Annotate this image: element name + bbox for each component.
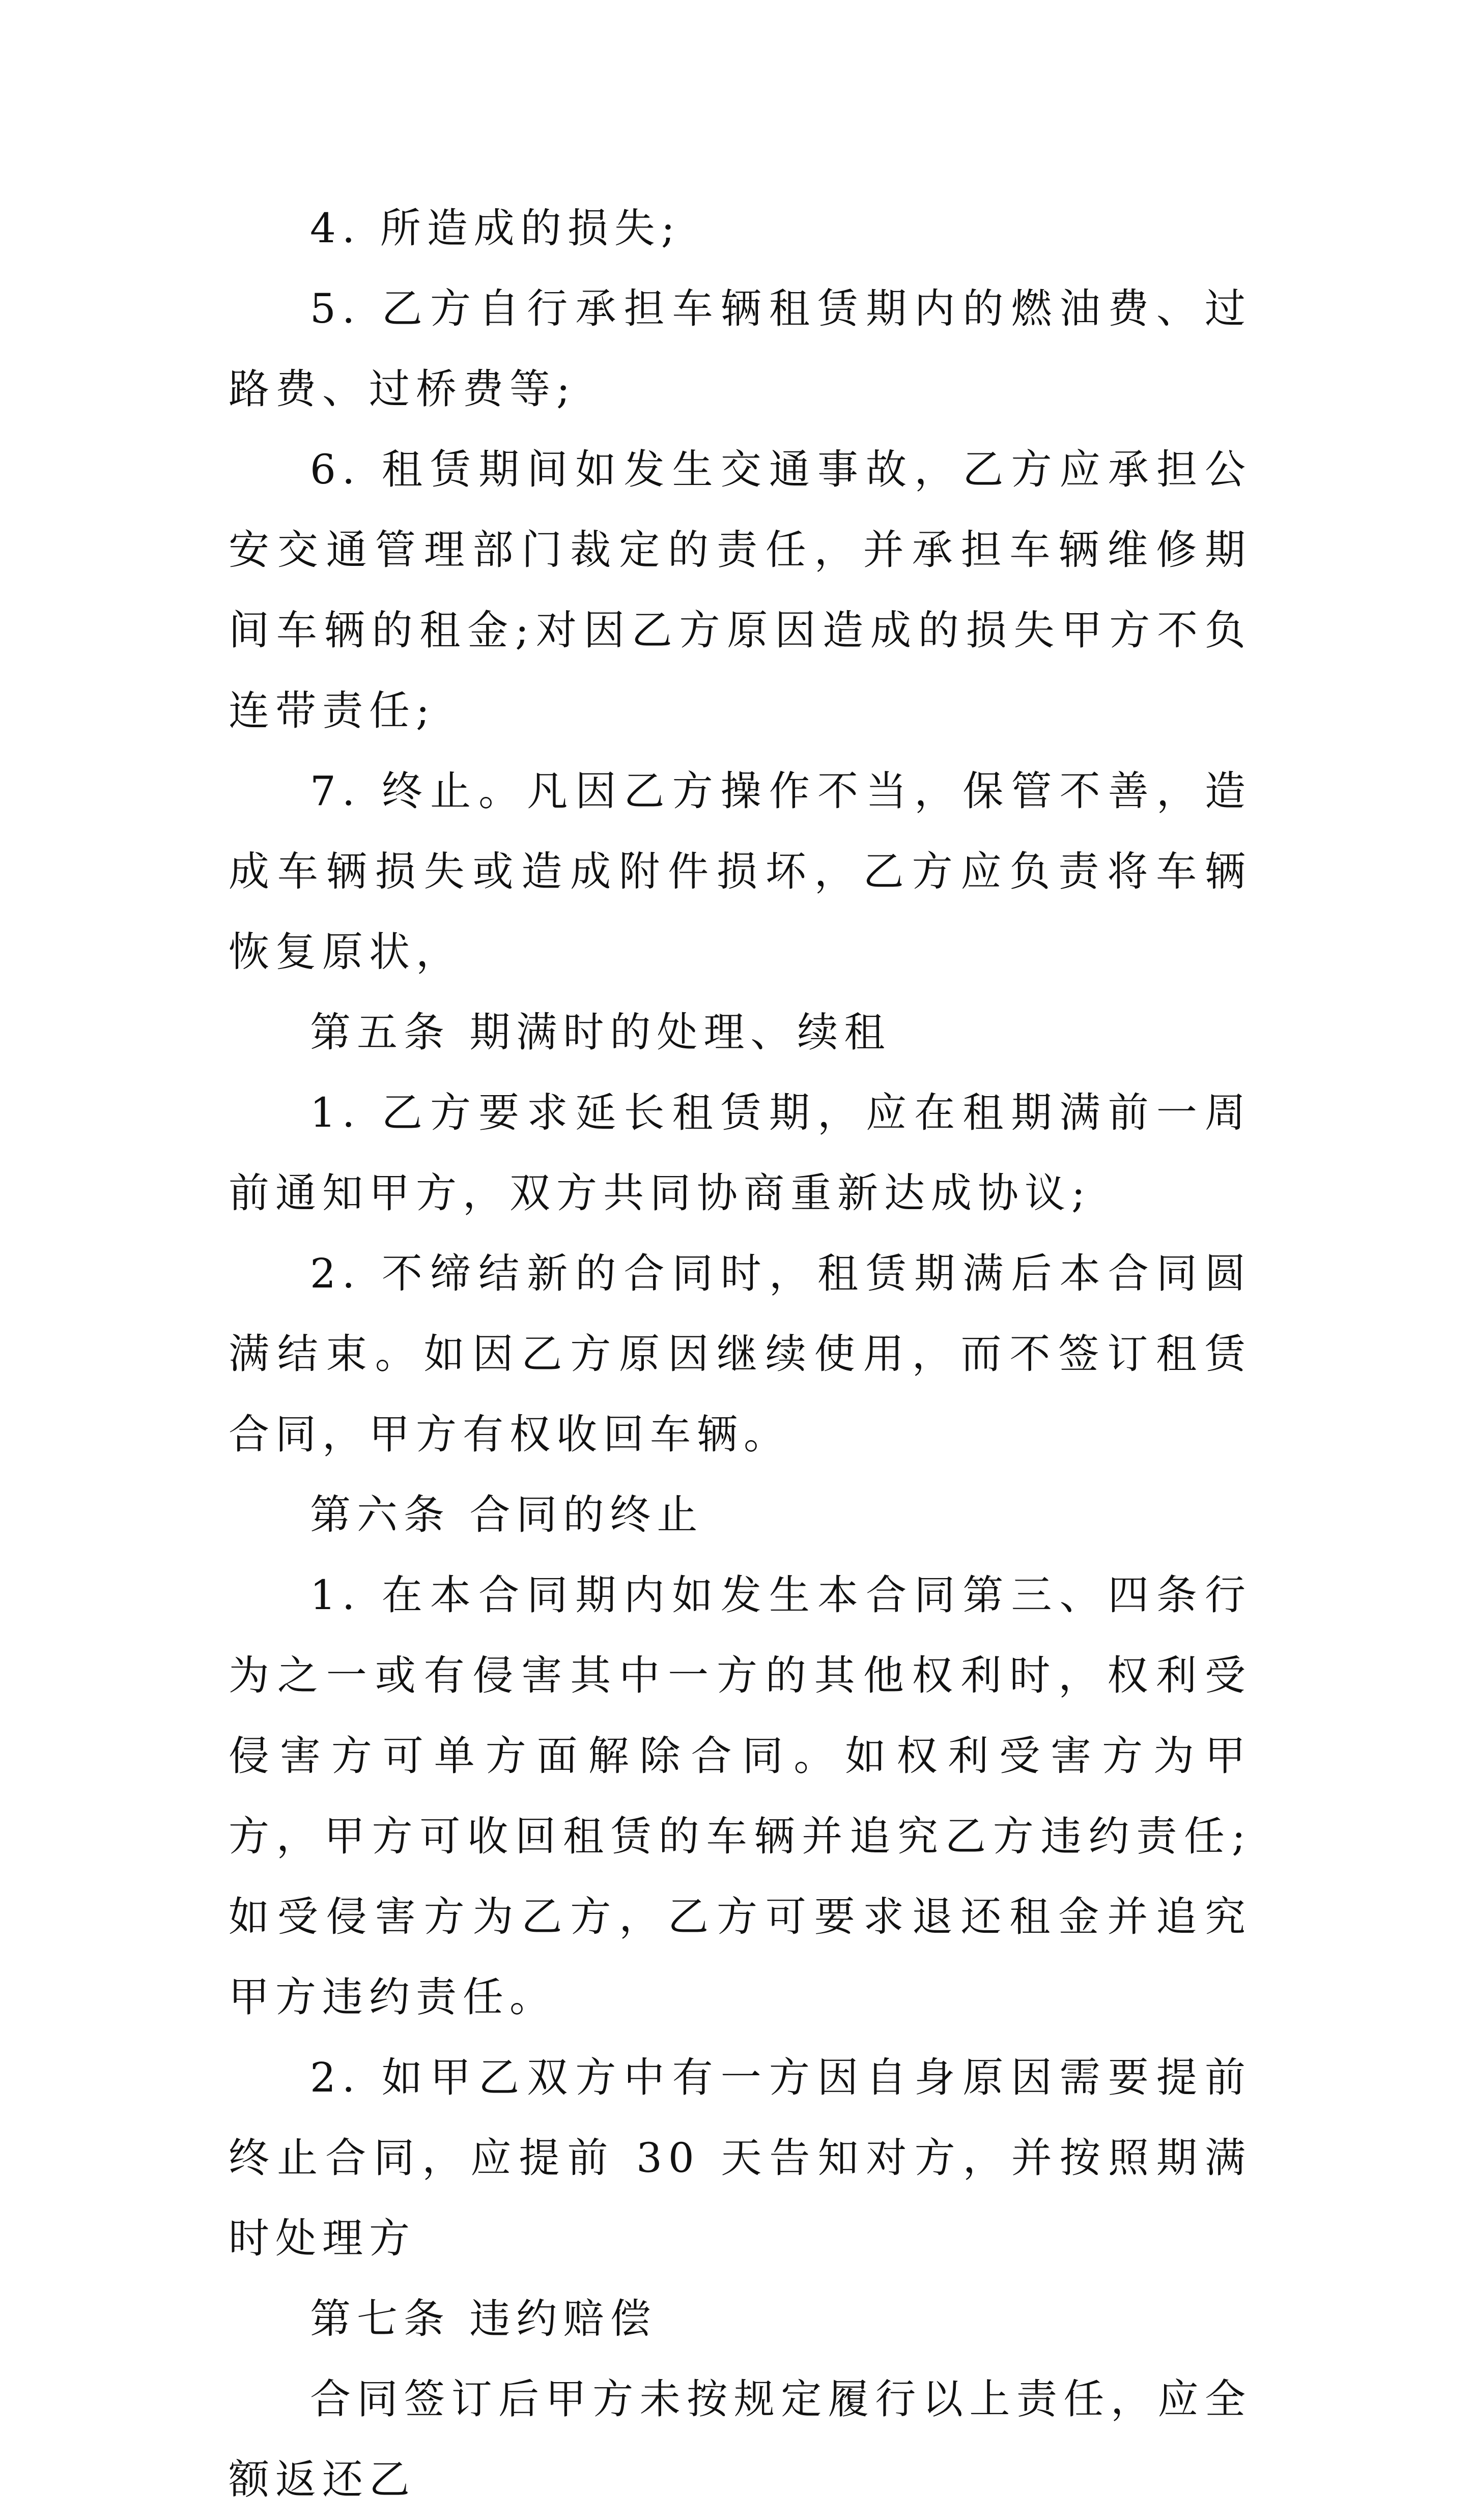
paragraph-clause-5: 5. 乙方自行承担车辆租赁期内的燃油费、过路费、过桥费等; bbox=[229, 285, 1252, 413]
paragraph-clause-6: 6. 租赁期间如发生交通事故，乙方应承担公安交通管理部门裁定的责任，并承担车辆维修期间车辆的租金;对因乙方原因造成的损失甲方不负连带责任; bbox=[229, 446, 1252, 734]
section-heading-7: 第七条 违约赔偿 bbox=[310, 2295, 657, 2342]
section-heading-6: 第六条 合同的终止 bbox=[310, 1491, 704, 1538]
paragraph-renewal-1: 1. 乙方要求延长租赁期，应在租期满前一周前通知甲方，双方共同协商重新达成协议; bbox=[229, 1089, 1252, 1217]
document-body bbox=[229, 188, 1252, 2520]
section-heading-5: 第五条 期满时的处理、续租 bbox=[310, 1009, 891, 1056]
paragraph-termination-1: 1. 在本合同期内如发生本合同第三、四条行为之一或有侵害其中一方的其他权利时，权利受侵害方可单方面解除合同。如权利受害方为甲方，甲方可收回租赁的车辆并追究乙方违约责任;如受侵害方为乙方，乙方可要求退还租金并追究甲方违约责任。 bbox=[229, 1571, 1252, 2021]
paragraph-renewal-2: 2. 不缔结新的合同时，租赁期满后本合同圆满结束。如因乙方原因继续使用，而不签订租赁合同，甲方有权收回车辆。 bbox=[229, 1250, 1252, 1458]
paragraph-termination-2: 2. 如甲乙双方中有一方因自身原因需要提前终止合同，应提前 30 天告知对方，并按照期满时处理方 bbox=[229, 2054, 1252, 2262]
paragraph-clause-7: 7. 终止。凡因乙方操作不当，保管不善，造成车辆损失或造成附件损坏，乙方应负责将车辆恢复原状， bbox=[229, 767, 1252, 976]
paragraph-clause-4: 4. 所造成的损失; bbox=[310, 205, 681, 252]
paragraph-compensation: 合同签订后甲方未按规定履行以上责任，应全额返还乙 bbox=[229, 2375, 1252, 2503]
